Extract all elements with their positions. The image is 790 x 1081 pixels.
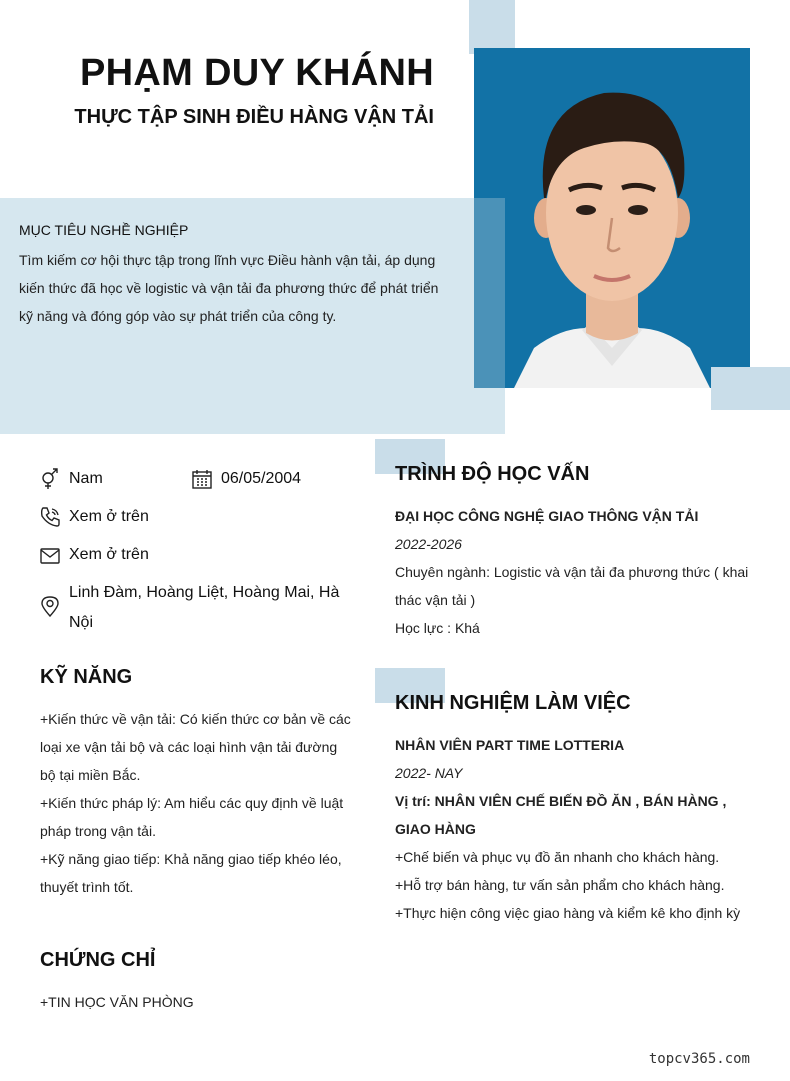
objective-overlap-block (474, 198, 505, 388)
experience-position: Vị trí: NHÂN VIÊN CHẾ BIẾN ĐỒ ĂN , BÁN HÀNG , GIAO HÀNG (395, 793, 727, 837)
experience-heading: KINH NGHIỆM LÀM VIỆC (395, 692, 631, 714)
address-row (39, 578, 349, 638)
skill-item: +Kiến thức về vận tải: Có kiến thức cơ bản về các loại xe vận tải bộ và các loại hình vận tải đường bộ tại miền Bắc. (40, 711, 351, 783)
education-major: Chuyên ngành: Logistic và vận tải đa phương thức ( khai thác vận tải ) (395, 564, 749, 608)
certificate-item: +TIN HỌC VĂN PHÒNG (40, 994, 194, 1010)
education-details (395, 502, 750, 642)
school-name: ĐẠI HỌC CÔNG NGHỆ GIAO THÔNG VẬN TẢI (395, 508, 699, 524)
duty-item: +Hỗ trợ bán hàng, tư vấn sản phẩm cho khách hàng. (395, 877, 725, 893)
envelope-icon (39, 544, 61, 566)
phone-value: Xem ở trên (69, 508, 149, 525)
objective-heading: MỤC TIÊU NGHỀ NGHIỆP (19, 222, 189, 238)
experience-period: 2022- NAY (395, 765, 463, 781)
profile-photo (474, 48, 750, 388)
birthdate-row (191, 464, 301, 494)
duty-item: +Chế biến và phục vụ đồ ăn nhanh cho khách hàng. (395, 849, 720, 865)
location-pin-icon (39, 595, 61, 617)
experience-details (395, 731, 750, 927)
education-rank: Học lực : Khá (395, 620, 480, 636)
gender-row (39, 464, 103, 494)
phone-row (39, 502, 149, 532)
education-heading: TRÌNH ĐỘ HỌC VẤN (395, 463, 590, 485)
email-value: Xem ở trên (69, 546, 149, 563)
education-period: 2022-2026 (395, 536, 462, 552)
certificates-list (40, 988, 356, 1016)
company-name: NHÂN VIÊN PART TIME LOTTERIA (395, 737, 625, 753)
duty-item: +Thực hiện công việc giao hàng và kiểm kê kho định kỳ (395, 905, 741, 921)
profile-photo-illustration (474, 48, 750, 388)
skill-item: +Kiến thức pháp lý: Am hiểu các quy định về luật pháp trong vận tải. (40, 795, 344, 839)
birthdate-value: 06/05/2004 (221, 470, 302, 487)
job-title: THỰC TẬP SINH ĐIỀU HÀNG VẬN TẢI (74, 106, 434, 128)
email-row (39, 540, 149, 570)
phone-icon (39, 506, 61, 528)
skills-heading: KỸ NĂNG (40, 666, 133, 688)
objective-text: Tìm kiếm cơ hội thực tập trong lĩnh vực Điều hành vận tải, áp dụng kiến thức đã học về logistic và vận tải đa phương thức để phát triển kỹ năng và đóng góp vào sự phát triển của công ty. (19, 252, 439, 324)
decorative-block-photo-corner (711, 367, 790, 410)
skills-list (40, 705, 356, 901)
decorative-block-top (469, 0, 515, 54)
gender-icon (39, 468, 61, 490)
address-value: Linh Đàm, Hoàng Liệt, Hoàng Mai, Hà Nội (69, 584, 340, 631)
candidate-name: PHẠM DUY KHÁNH (80, 52, 434, 94)
certificates-heading: CHỨNG CHỈ (40, 949, 156, 971)
watermark: topcv365.com (648, 1051, 750, 1067)
gender-value: Nam (69, 470, 103, 487)
skill-item: +Kỹ năng giao tiếp: Khả năng giao tiếp khéo léo, thuyết trình tốt. (40, 851, 342, 895)
calendar-icon (191, 468, 213, 490)
